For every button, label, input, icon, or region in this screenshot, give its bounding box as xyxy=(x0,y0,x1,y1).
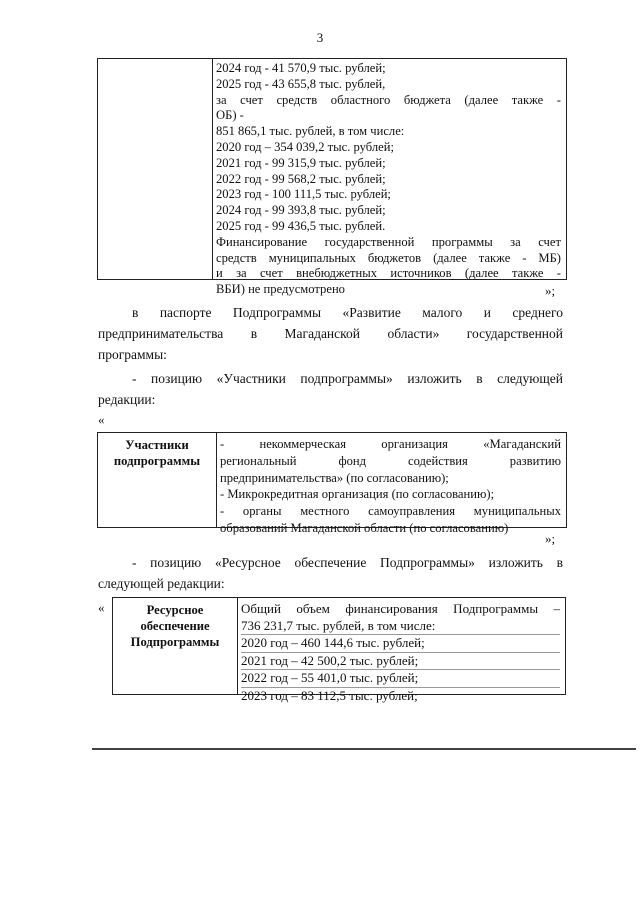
financing-line: 2025 год - 43 655,8 тыс. рублей, xyxy=(216,76,386,91)
resource-line: Общий объем финансирования Подпрограммы – xyxy=(241,601,560,616)
financing-line: и за счет внебюджетных источников (далее также - xyxy=(216,266,561,281)
participant-line: региональный фонд содействия развитию xyxy=(220,453,561,468)
participant-line: предпринимательства» (по согласованию); xyxy=(220,470,449,485)
financing-line: за счет средств областного бюджета (далее также - xyxy=(216,92,561,107)
paragraph-line: в паспорте Подпрограммы «Развитие малого и среднего xyxy=(132,305,563,320)
participants-table xyxy=(97,432,567,535)
resources-table xyxy=(112,597,566,703)
opening-quote: « xyxy=(98,412,105,427)
resource-line: 2021 год – 42 500,2 тыс. рублей; xyxy=(241,653,560,671)
paragraph-line: предпринимательства в Магаданской области» государственной xyxy=(98,326,563,341)
participant-line: образований Магаданской области (по согласованию) xyxy=(220,520,509,535)
paragraph-line: - позицию «Участники подпрограммы» изложить в следующей xyxy=(132,371,563,386)
paragraph-passport xyxy=(98,302,563,365)
financing-line: 2022 год - 99 568,2 тыс. рублей; xyxy=(216,171,386,186)
paragraph-line: редакции: xyxy=(98,392,156,407)
footer-rule xyxy=(92,748,636,750)
financing-line: ВБИ) не предусмотрено xyxy=(216,282,345,297)
financing-line: средств муниципальных бюджетов (далее также - МБ) xyxy=(216,250,561,265)
resource-line: 2020 год – 460 144,6 тыс. рублей; xyxy=(241,635,560,653)
column-divider xyxy=(237,598,238,694)
participants-header: Участники подпрограммы xyxy=(113,438,201,468)
paragraph-resources xyxy=(98,552,563,594)
column-divider xyxy=(216,433,217,527)
participants-cell xyxy=(220,436,561,537)
financing-text-cell xyxy=(216,61,561,298)
financing-line: 2025 год - 99 436,5 тыс. рублей. xyxy=(216,218,386,233)
participant-line: - некоммерческая организация «Магаданский xyxy=(220,437,561,451)
financing-line: ОБ) - xyxy=(216,108,244,123)
page-number: 3 xyxy=(316,30,324,45)
resources-header: Ресурсное обеспечение Подпрограммы xyxy=(130,603,220,649)
resources-cell xyxy=(241,601,560,705)
financing-line: 2021 год - 99 315,9 тыс. рублей; xyxy=(216,155,386,170)
financing-line: Финансирование государственной программы за счет xyxy=(216,234,561,249)
resource-line: 736 231,7 тыс. рублей, в том числе: xyxy=(241,618,560,636)
paragraph-line: следующей редакции: xyxy=(98,576,225,591)
opening-quote: « xyxy=(98,600,105,615)
participant-line: - органы местного самоуправления муниципальных xyxy=(220,504,561,519)
paragraph-participants xyxy=(98,368,563,410)
paragraph-line: программы: xyxy=(98,347,167,362)
resource-line: 2022 год – 55 401,0 тыс. рублей; xyxy=(241,670,560,688)
resource-line: 2023 год – 83 112,5 тыс. рублей; xyxy=(241,687,418,703)
financing-table-continuation xyxy=(97,58,567,297)
financing-line: 2024 год - 99 393,8 тыс. рублей; xyxy=(216,203,386,218)
participant-line: - Микрокредитная организация (по согласованию); xyxy=(220,487,495,502)
closing-quote: »; xyxy=(545,283,556,298)
financing-line: 2024 год - 41 570,9 тыс. рублей; xyxy=(216,61,386,75)
closing-quote: »; xyxy=(545,531,556,546)
financing-line: 851 865,1 тыс. рублей, в том числе: xyxy=(216,124,405,139)
financing-line: 2020 год – 354 039,2 тыс. рублей; xyxy=(216,139,394,154)
column-divider xyxy=(212,59,213,279)
paragraph-line: - позицию «Ресурсное обеспечение Подпрограммы» изложить в xyxy=(132,555,563,570)
financing-line: 2023 год - 100 111,5 тыс. рублей; xyxy=(216,187,391,202)
